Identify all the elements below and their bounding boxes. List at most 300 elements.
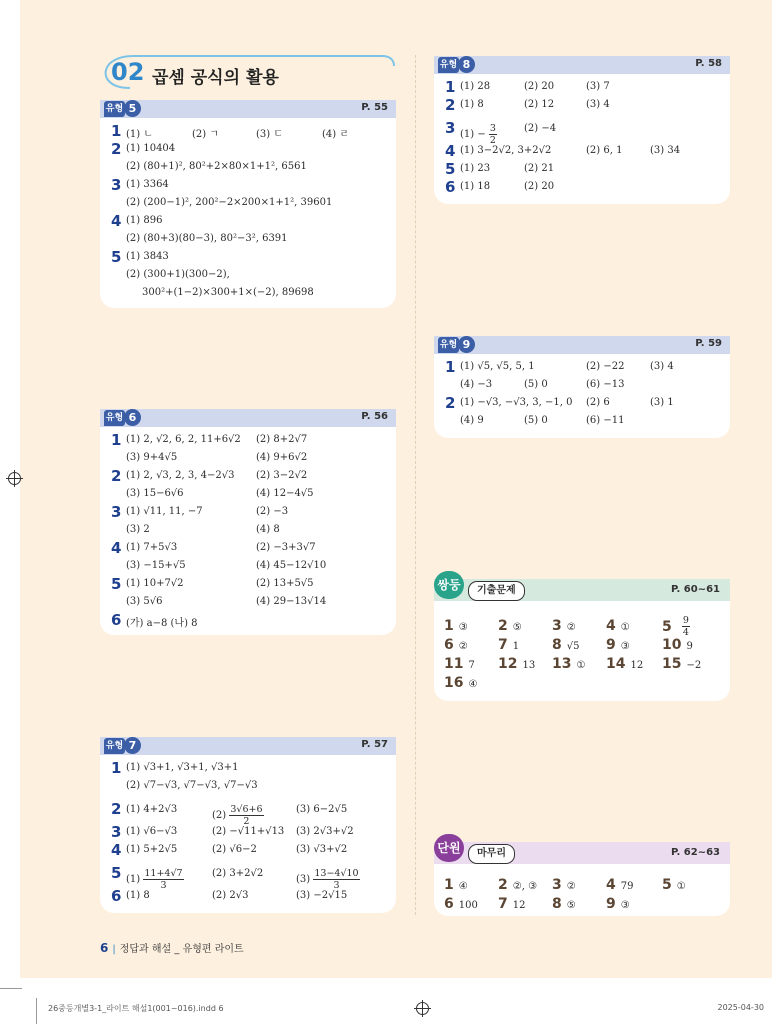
answer-cell [322, 125, 349, 140]
answer-cell [586, 415, 624, 426]
grid-answer [444, 653, 475, 672]
answer-text: ③ [620, 641, 630, 652]
grid-answer [606, 874, 633, 893]
answer-text: (2) 21 [524, 163, 555, 174]
answer-text: (6) −13 [586, 379, 625, 390]
grid-answer [498, 893, 525, 912]
page-ref: P. 59 [695, 338, 722, 349]
answer-cell [256, 560, 326, 571]
answer-cell [524, 81, 554, 92]
answer-cell [126, 161, 307, 172]
answer-text: (1) 3364 [126, 179, 169, 190]
answer-cell [524, 163, 554, 174]
answer-text: (3) 4 [586, 99, 610, 110]
answer-text: (1) 8 [460, 99, 484, 110]
answer-text: ③ [458, 622, 468, 633]
question-number: 9 [606, 896, 616, 912]
answer-text: (2) (200−1)², 200²−2×200×1+1², 39601 [126, 197, 333, 208]
answer-text: (4) 45−12√10 [256, 560, 327, 571]
answer-grid-row [434, 615, 730, 638]
question-number: 16 [444, 675, 464, 691]
fraction-denominator: 3 [333, 880, 340, 891]
exam-page-ref: P. 60~61 [671, 584, 720, 595]
answer-text: ⑤ [512, 622, 522, 633]
answer-text: (2) √7−√3, √7−√3, √7−√3 [126, 780, 258, 791]
answer-cell [126, 524, 150, 535]
answer-text: (2) −3 [256, 506, 289, 517]
answer-text: (4) 8 [256, 524, 280, 535]
answer-text: (3) [296, 874, 311, 885]
answer-text: (2) √6−2 [212, 844, 257, 855]
answer-text: (1) 28 [460, 81, 491, 92]
question-number: 4 [111, 841, 122, 859]
question-number: 5 [111, 864, 122, 882]
grid-answer [552, 653, 585, 672]
question-number: 7 [498, 637, 508, 653]
answer-list [434, 74, 730, 196]
footer-separator: | [112, 944, 116, 955]
answer-cell [126, 506, 203, 517]
answer-box-type-5 [100, 100, 396, 308]
crop-mark [0, 988, 22, 989]
type-label: 유형 [438, 57, 459, 73]
answer-text: (1) 5+2√5 [126, 844, 178, 855]
answer-text: (3) −15+√5 [126, 560, 186, 571]
answer-row [434, 412, 730, 430]
answer-text: (1) −√3, −√3, 3, −1, 0 [460, 397, 573, 408]
question-number: 2 [498, 877, 508, 893]
answer-text: (1) 4+2√3 [126, 804, 178, 815]
answer-text: (1) 23 [460, 163, 491, 174]
page-ref: P. 57 [361, 739, 388, 750]
answer-cell [126, 452, 177, 463]
question-number: 3 [111, 503, 122, 521]
question-number: 1 [111, 759, 122, 777]
answer-text: (5) 0 [524, 379, 548, 390]
answer-text: (3) √3+√2 [296, 844, 348, 855]
question-number: 2 [498, 618, 508, 634]
question-number: 3 [552, 877, 562, 893]
answer-cell [296, 826, 354, 837]
answer-cell [524, 99, 554, 110]
answer-cell [126, 233, 288, 244]
grid-answer [444, 615, 468, 634]
answer-text: ⑤ [566, 900, 576, 911]
answer-text: (1) 18 [460, 181, 491, 192]
answer-text: (2) −22 [586, 361, 625, 372]
answer-box-type-7 [100, 737, 396, 913]
answer-text: ③ [620, 900, 630, 911]
answer-text: (4) 9+6√2 [256, 452, 308, 463]
answer-text: ① [620, 622, 630, 633]
answer-text: (2) 6, 1 [586, 145, 623, 156]
answer-text: (3) 5√6 [126, 596, 163, 607]
answer-cell [126, 179, 169, 190]
registration-mark [8, 472, 21, 485]
review-header [434, 842, 730, 864]
question-number: 6 [111, 887, 122, 905]
answer-text: (3) 2√3+√2 [296, 826, 354, 837]
review-label: 마무리 [468, 844, 515, 864]
answer-box-type-9 [434, 336, 730, 438]
answer-text: (2) 8+2√7 [256, 434, 308, 445]
answer-text: 300²+(1−2)×300+1×(−2), 89698 [142, 287, 314, 298]
exam-grid [434, 601, 730, 691]
answer-cell [256, 524, 280, 535]
answer-text: (1) 7+5√3 [126, 542, 178, 553]
answer-cell [126, 890, 150, 901]
answer-text: (1) 10+7√2 [126, 578, 184, 589]
type-header-bar [434, 56, 730, 74]
answer-row [434, 142, 730, 160]
fraction-numerator: 3 [489, 123, 496, 134]
answer-grid-row [434, 893, 730, 912]
question-number: 5 [662, 619, 672, 635]
answer-cell [586, 81, 610, 92]
answer-row [100, 212, 396, 230]
answer-row [100, 823, 396, 841]
answer-text: (1) ㄴ [126, 129, 154, 140]
exam-header [434, 578, 730, 620]
answer-grid-row [434, 634, 730, 653]
answer-list [100, 427, 396, 629]
answer-cell [126, 488, 184, 499]
answer-text: 12 [512, 900, 526, 911]
question-number: 6 [111, 611, 122, 629]
answer-text: (4) −3 [460, 379, 493, 390]
answer-text: (3) 7 [586, 81, 610, 92]
question-number: 10 [662, 637, 682, 653]
review-box [434, 842, 730, 916]
type-header-bar [100, 737, 396, 755]
answer-cell [460, 145, 551, 156]
answer-row [100, 449, 396, 467]
answer-cell [126, 826, 177, 837]
answer-text: (3) 6−2√5 [296, 804, 348, 815]
type-number-badge: 5 [124, 100, 141, 117]
grid-answer [606, 615, 630, 634]
fraction-denominator: 2 [243, 816, 250, 827]
answer-cell [650, 145, 680, 156]
type-label: 유형 [104, 101, 125, 117]
answer-grid-row [434, 653, 730, 672]
answer-cell [126, 804, 177, 815]
type-header-bar [100, 100, 396, 118]
answer-cell [460, 397, 572, 408]
column-divider [415, 55, 417, 915]
question-number: 8 [552, 896, 562, 912]
fraction-denominator: 3 [160, 880, 167, 891]
answer-cell [212, 844, 257, 855]
answer-text: ④ [458, 881, 468, 892]
answer-text: 7 [468, 660, 475, 671]
answer-row [434, 160, 730, 178]
grid-answer [662, 653, 701, 672]
answer-row [100, 859, 396, 891]
question-number: 1 [111, 122, 122, 140]
answer-text: ① [676, 881, 686, 892]
answer-text: (3) 15−6√6 [126, 488, 184, 499]
page-footer [100, 940, 244, 955]
answer-cell [460, 379, 492, 390]
answer-list [100, 118, 396, 302]
exam-box [434, 579, 730, 701]
question-number: 4 [111, 539, 122, 557]
grid-answer [552, 615, 576, 634]
answer-text: (1) 3843 [126, 251, 169, 262]
answer-text: 100 [458, 900, 478, 911]
answer-cell [126, 125, 153, 140]
answer-cell [256, 596, 326, 607]
answer-row [434, 114, 730, 146]
grid-answer [444, 634, 468, 653]
type-label: 유형 [438, 337, 459, 353]
answer-row [100, 485, 396, 503]
grid-answer [552, 893, 576, 912]
answer-cell [524, 181, 554, 192]
grid-answer [498, 653, 535, 672]
answer-cell [126, 614, 198, 629]
answer-cell [256, 578, 314, 589]
question-number: 1 [444, 877, 454, 893]
answer-row [100, 503, 396, 521]
answer-row [100, 887, 396, 905]
answer-cell [586, 99, 610, 110]
answer-text: (3) 4 [650, 361, 674, 372]
answer-text: (2) (80+3)(80−3), 80²−3², 6391 [126, 233, 288, 244]
type-number-badge: 6 [124, 409, 141, 426]
answer-text: ② [566, 622, 576, 633]
answer-text: (1) 896 [126, 215, 163, 226]
section-title: 곱셈 공식의 활용 [152, 68, 279, 88]
grid-answer [444, 672, 477, 691]
answer-row [434, 78, 730, 96]
answer-row [100, 284, 396, 302]
answer-text: (1) √5, √5, 5, 1 [460, 361, 535, 372]
answer-row [100, 122, 396, 140]
answer-text: (2) −3+3√7 [256, 542, 316, 553]
answer-text: (1) − [460, 129, 486, 140]
answer-row [434, 178, 730, 196]
fraction-numerator: 9 [682, 615, 689, 626]
answer-text: (1) √11, 11, −7 [126, 506, 203, 517]
answer-row [434, 358, 730, 376]
answer-row [100, 248, 396, 266]
review-pill: 단원 [434, 834, 464, 862]
answer-text: (2) 13+5√5 [256, 578, 314, 589]
answer-row [100, 431, 396, 449]
answer-box-type-8 [434, 56, 730, 204]
answer-row [100, 575, 396, 593]
answer-text: 79 [620, 881, 634, 892]
type-label: 유형 [104, 738, 125, 754]
answer-row [100, 140, 396, 158]
question-number: 1 [445, 358, 456, 376]
answer-cell [586, 397, 610, 408]
section-number: 02 [111, 58, 145, 86]
answer-text: (2) −√11+√13 [212, 826, 285, 837]
grid-answer [552, 874, 576, 893]
question-number: 2 [445, 394, 456, 412]
question-number: 5 [445, 160, 456, 178]
question-number: 13 [552, 656, 572, 672]
question-number: 2 [111, 140, 122, 158]
question-number: 2 [111, 467, 122, 485]
question-number: 9 [606, 637, 616, 653]
answer-row [434, 394, 730, 412]
answer-row [100, 557, 396, 575]
answer-text: (2) (80+1)², 80²+2×80×1+1², 6561 [126, 161, 307, 172]
answer-row [100, 539, 396, 557]
answer-text: (2) (300+1)(300−2), [126, 269, 230, 280]
answer-cell [460, 81, 490, 92]
fraction-numerator: 13−4√10 [314, 868, 359, 879]
footer-page-number: 6 [100, 941, 109, 955]
answer-cell [142, 287, 314, 298]
answer-text: (2) −4 [524, 123, 557, 134]
answer-cell [126, 578, 184, 589]
answer-row [100, 841, 396, 859]
answer-cell [460, 181, 490, 192]
question-number: 4 [606, 877, 616, 893]
answer-text: (1) 10404 [126, 143, 176, 154]
answer-cell [256, 488, 314, 499]
question-number: 15 [662, 656, 682, 672]
answer-cell [126, 143, 175, 154]
footer-text: 정답과 해설 _ 유형편 라이트 [119, 944, 244, 955]
answer-cell [586, 379, 624, 390]
question-number: 12 [498, 656, 518, 672]
answer-text: (2) 12 [524, 99, 555, 110]
answer-text: 13 [522, 660, 536, 671]
question-number: 5 [111, 575, 122, 593]
question-number: 7 [498, 896, 508, 912]
answer-text: (1) √6−√3 [126, 826, 178, 837]
page-ref: P. 56 [361, 411, 388, 422]
answer-text: (2) [212, 810, 227, 821]
answer-grid-row [434, 672, 730, 691]
answer-text: (4) ㄹ [322, 129, 350, 140]
grid-answer [606, 893, 630, 912]
answer-cell [126, 542, 177, 553]
answer-cell [650, 397, 674, 408]
answer-cell [212, 826, 284, 837]
question-number: 2 [445, 96, 456, 114]
review-page-ref: P. 62~63 [671, 847, 720, 858]
registration-mark [416, 1002, 429, 1015]
answer-cell [524, 379, 548, 390]
answer-text: ④ [468, 679, 478, 690]
answer-cell [524, 123, 556, 134]
answer-text: −2 [686, 660, 702, 671]
answer-text: (가) a−8 (나) 8 [126, 618, 198, 629]
question-number: 4 [606, 618, 616, 634]
section-header [100, 52, 396, 92]
answer-row [100, 467, 396, 485]
type-header-bar [100, 409, 396, 427]
question-number: 5 [111, 248, 122, 266]
answer-cell [126, 269, 230, 280]
answer-cell [126, 215, 162, 226]
grid-answer [606, 653, 643, 672]
answer-cell [256, 542, 316, 553]
answer-cell [126, 251, 169, 262]
answer-text: (6) −11 [586, 415, 625, 426]
answer-cell [212, 890, 248, 901]
grid-answer [552, 634, 579, 653]
exam-pill: 쌍둥이 [434, 571, 464, 599]
grid-answer [662, 874, 686, 893]
answer-cell [650, 361, 674, 372]
question-number: 2 [111, 800, 122, 818]
answer-cell [460, 99, 484, 110]
answer-text: (2) ㄱ [192, 129, 220, 140]
question-number: 3 [445, 119, 456, 137]
answer-text: (1) 2, √2, 6, 2, 11+6√2 [126, 434, 241, 445]
grid-answer [498, 615, 522, 634]
answer-text: (2) 20 [524, 81, 555, 92]
answer-cell [126, 844, 177, 855]
answer-row [100, 759, 396, 777]
answer-text: (3) −2√15 [296, 890, 348, 901]
fraction-numerator: 3√6+6 [230, 804, 263, 815]
answer-cell [296, 890, 347, 901]
answer-cell [586, 145, 622, 156]
file-name: 26중등개별3-1_라이트 해설1(001~016).indd 6 [48, 1004, 224, 1013]
answer-cell [256, 506, 288, 517]
exam-label: 기출문제 [468, 581, 525, 601]
answer-text: (2) 3+2√2 [212, 868, 264, 879]
answer-cell [126, 762, 239, 773]
fraction-denominator: 2 [489, 135, 496, 146]
question-number: 1 [444, 618, 454, 634]
question-number: 1 [111, 431, 122, 449]
answer-cell [256, 452, 307, 463]
answer-row [434, 376, 730, 394]
answer-row [100, 795, 396, 827]
answer-row [100, 266, 396, 284]
answer-row [100, 521, 396, 539]
page-ref: P. 55 [361, 102, 388, 113]
grid-answer [498, 874, 537, 893]
answer-text: (1) 8 [126, 890, 150, 901]
answer-cell [586, 361, 624, 372]
question-number: 8 [552, 637, 562, 653]
answer-cell [126, 560, 186, 571]
answer-text: (4) 12−4√5 [256, 488, 314, 499]
question-number: 5 [662, 877, 672, 893]
answer-text: (1) 3−2√2, 3+2√2 [460, 145, 552, 156]
question-number: 6 [444, 896, 454, 912]
answer-row [100, 194, 396, 212]
question-number: 3 [111, 823, 122, 841]
answer-box-type-6 [100, 409, 396, 635]
answer-cell [460, 163, 490, 174]
answer-cell [126, 780, 258, 791]
answer-row [100, 611, 396, 629]
answer-cell [126, 470, 234, 481]
answer-cell [460, 415, 484, 426]
answer-cell [192, 125, 219, 140]
answer-text: 12 [630, 660, 644, 671]
answer-row [100, 777, 396, 795]
type-header-bar [434, 336, 730, 354]
type-number-badge: 8 [458, 56, 475, 73]
answer-list [434, 354, 730, 430]
answer-cell [256, 470, 307, 481]
answer-text: ② [566, 881, 576, 892]
question-number: 6 [445, 178, 456, 196]
